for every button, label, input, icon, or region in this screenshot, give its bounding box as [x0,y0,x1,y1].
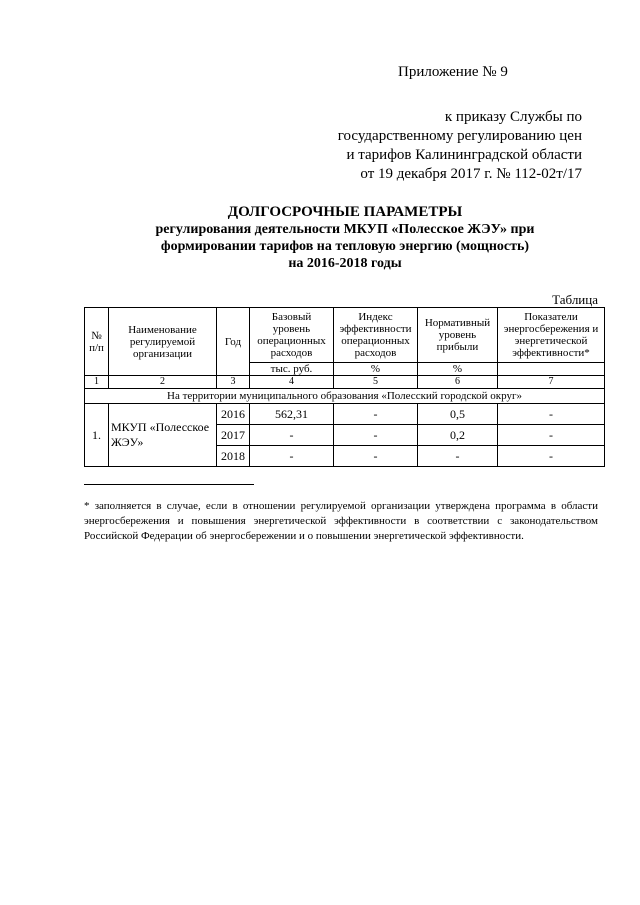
tariff-parameters-table [84,307,605,467]
footnote-divider [84,484,254,485]
order-line: от 19 декабря 2017 г. № 112-02т/17 [360,166,582,182]
profit-level-cell: - [418,446,498,467]
unit-cell [498,363,605,376]
profit-level-cell: 0,5 [418,404,498,425]
base-costs-cell: 562,31 [250,404,334,425]
document-title [90,204,600,272]
energy-saving-cell: - [498,425,605,446]
title-line: формировании тарифов на тепловую энергию (мощность) [160,239,530,254]
territory-row [85,389,605,404]
base-costs-cell: - [250,446,334,467]
efficiency-index-cell: - [334,425,418,446]
energy-saving-cell: - [498,404,605,425]
territory-label: На территории муниципального образования «Полесский городской округ» [85,389,605,404]
appendix-number: Приложение № 9 [398,64,508,80]
header-efficiency-index: Индекс эффективности операционных расходов [334,308,418,363]
order-line: к приказу Службы по [444,109,582,125]
order-line: и тарифов Калининградской области [346,147,582,163]
column-number: 2 [109,376,217,389]
column-number: 4 [250,376,334,389]
column-number: 6 [418,376,498,389]
footnote: * заполняется в случае, если в отношении регулируемой организации утверждена программа в области энергосбережения и повышения энергетической эффективности в соответствии с законодательством Российской Федерации об энергосбережении и о повышении энергетической эффективности. [84,500,598,542]
energy-saving-cell: - [498,446,605,467]
unit-cell: % [418,363,498,376]
row-number: 1. [85,404,109,467]
column-number: 5 [334,376,418,389]
header-year: Год [217,308,250,376]
header-energy-saving: Показатели энергосбережения и энергетической эффективности* [498,308,605,363]
order-reference [302,108,582,184]
header-number: № п/п [85,308,109,376]
column-number: 3 [217,376,250,389]
title-line: на 2016-2018 годы [288,256,402,271]
table-row [85,404,605,425]
year-cell: 2018 [217,446,250,467]
efficiency-index-cell: - [334,446,418,467]
column-number: 1 [85,376,109,389]
header-organization: Наименование регулируемой организации [109,308,217,376]
profit-level-cell: 0,2 [418,425,498,446]
unit-cell: % [334,363,418,376]
unit-cell: тыс. руб. [250,363,334,376]
year-cell: 2016 [217,404,250,425]
header-profit-level: Нормативный уровень прибыли [418,308,498,363]
column-number: 7 [498,376,605,389]
order-line: государственному регулированию цен [337,128,582,144]
title-main: ДОЛГОСРОЧНЫЕ ПАРАМЕТРЫ [227,204,463,220]
column-numbers-row [85,376,605,389]
table-header-row [85,308,605,363]
header-base-costs: Базовый уровень операционных расходов [250,308,334,363]
title-line: регулирования деятельности МКУП «Полесское ЖЭУ» при [155,222,535,237]
table-label: Таблица [552,292,598,307]
year-cell: 2017 [217,425,250,446]
efficiency-index-cell: - [334,404,418,425]
base-costs-cell: - [250,425,334,446]
organization-name: МКУП «Полесское ЖЭУ» [109,404,217,467]
